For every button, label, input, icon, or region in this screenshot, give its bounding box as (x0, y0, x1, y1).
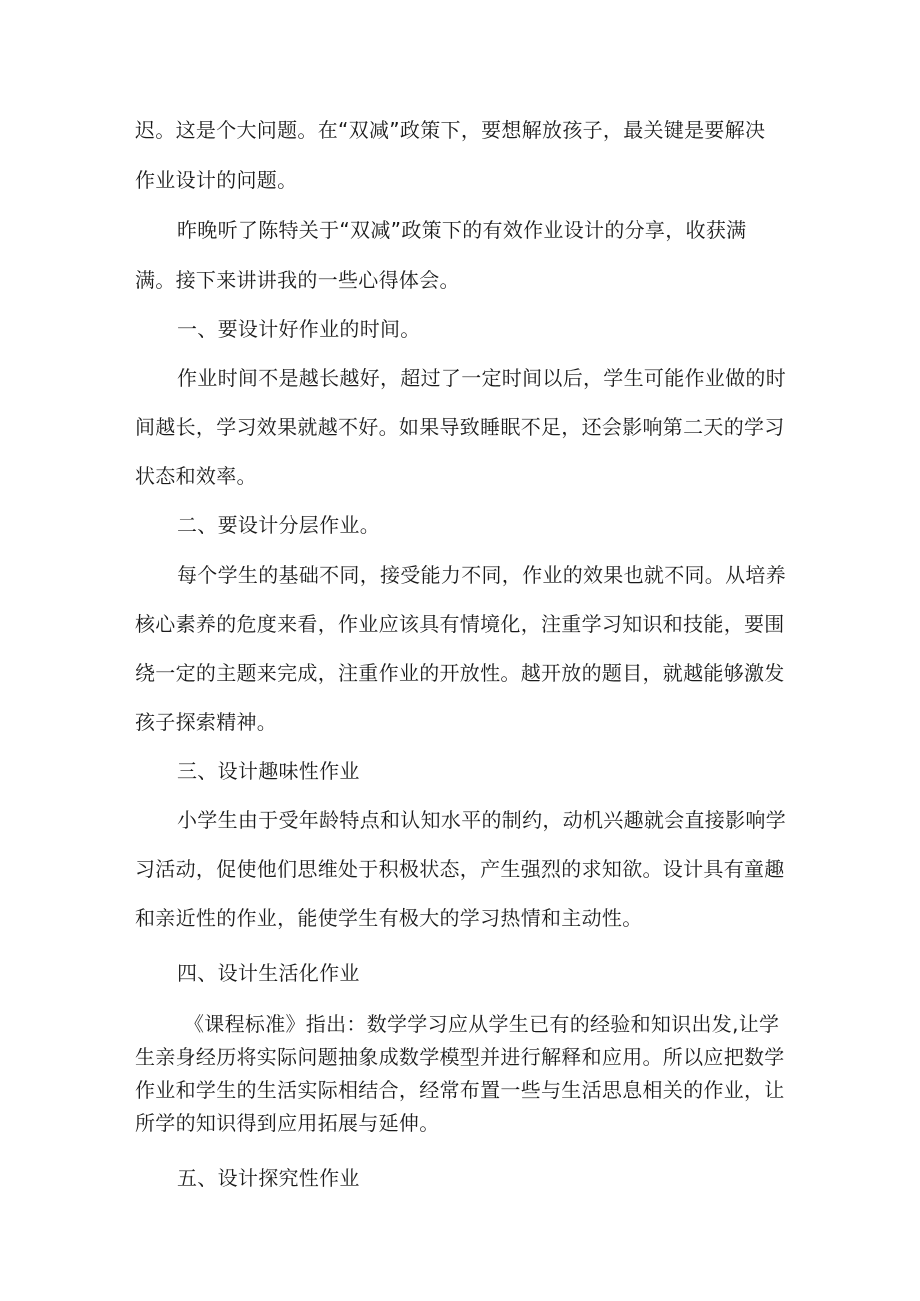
section-heading: 四、设计生活化作业 (177, 961, 360, 985)
text-line: 核心素养的危度来看，作业应该具有情境化，注重学习知识和技能，要围 (135, 612, 785, 636)
text-line: 和亲近性的作业，能使学生有极大的学习热情和主动性。 (135, 906, 643, 930)
text-line: 作业设计的问题。 (135, 168, 298, 192)
section-heading: 一、要设计好作业的时间。 (177, 317, 421, 341)
text-line: 所学的知识得到应用拓展与延伸。 (135, 1111, 440, 1135)
text-line: 迟。这是个大问题。在“双减”政策下，要想解放孩子，最关键是要解决 (135, 118, 766, 142)
text-line: 绕一定的主题来完成，注重作业的开放性。越开放的题目，就越能够激发 (135, 661, 785, 685)
text-line: 间越长，学习效果就越不好。如果导致睡眠不足，还会影响第二天的学习 (135, 415, 785, 439)
text-line: 作业时间不是越长越好，超过了一定时间以后，学生可能作业做的时 (177, 366, 786, 390)
text-line: 满。接下来讲讲我的一些心得体会。 (135, 268, 460, 292)
text-line: 生亲身经历将实际问题抽象成数学模型并进行解释和应用。所以应把数学 (135, 1045, 785, 1069)
text-line: 小学生由于受年龄特点和认知水平的制约，动机兴趣就会直接影响学 (177, 808, 786, 832)
text-line: 孩子探索精神。 (135, 710, 278, 734)
section-heading: 二、要设计分层作业。 (177, 513, 380, 537)
text-line: 昨晚听了陈特关于“双减”政策下的有效作业设计的分享，收获满 (177, 218, 747, 242)
section-heading: 三、设计趣味性作业 (177, 759, 360, 783)
text-line: 状态和效率。 (135, 464, 257, 488)
section-heading: 五、设计探究性作业 (177, 1166, 360, 1190)
text-line: 作业和学生的生活实际相结合，经常布置一些与生活思息相关的作业，让 (135, 1078, 785, 1102)
text-line: 每个学生的基础不同，接受能力不同，作业的效果也就不同。从培养 (177, 563, 786, 587)
text-line: 《课程标准》指出：数学学习应从学生已有的经验和知识出发,让学 (184, 1012, 780, 1036)
text-line: 习活动，促使他们思维处于积极状态，产生强烈的求知欲。设计具有童趣 (135, 857, 785, 881)
